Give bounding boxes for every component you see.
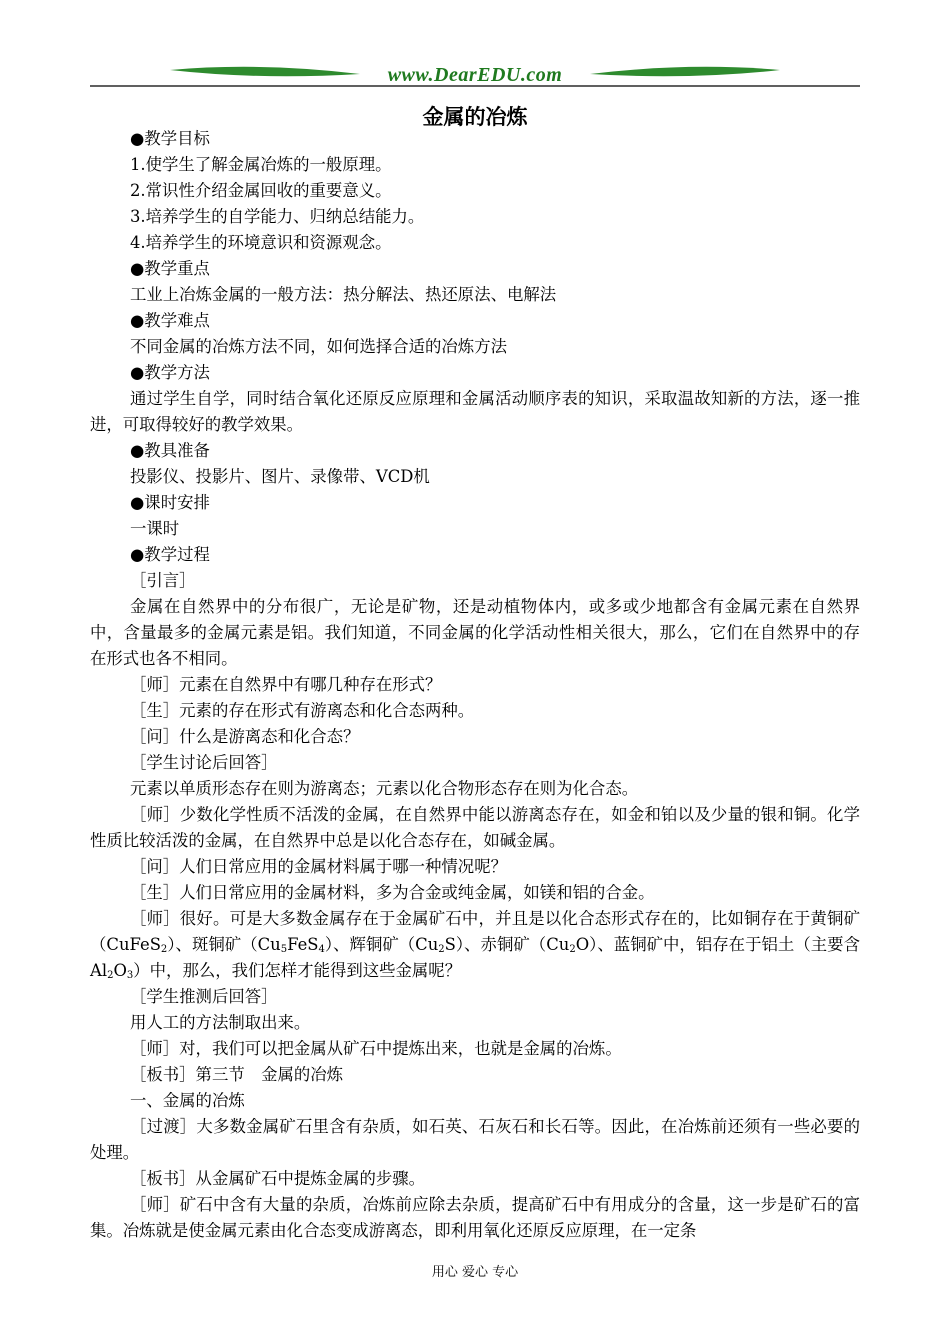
text-run: FeS: [287, 935, 319, 954]
page-title: 金属的冶炼: [422, 105, 528, 129]
section-heading: ●教学过程: [130, 545, 210, 564]
text-run: ［师］很好。可是大多数金属存在于金属矿石中，并且是以化合态形式存在的，比如铜存在于黄铜矿（CuFeS: [90, 909, 860, 954]
text-line: ［板书］第三节 金属的冶炼: [130, 1065, 344, 1084]
subscript: 3: [126, 970, 134, 981]
text-run: O）、蓝铜矿中，铝存在于铝土（主要含Al: [90, 935, 860, 980]
section-heading: ●课时安排: [130, 493, 210, 512]
paragraph: 通过学生自学，同时结合氧化还原反应原理和金属活动顺序表的知识，采取温故知新的方法，逐一推进，可取得较好的教学效果。: [90, 389, 860, 434]
subscript: 4: [318, 944, 325, 955]
page-footer: 用心 爱心 专心: [431, 1265, 519, 1280]
text-line: ［学生讨论后回答］: [130, 753, 278, 772]
site-header-banner: [90, 58, 860, 92]
paragraph-with-formulas: [90, 906, 860, 984]
text-line: ［引言］: [130, 571, 196, 590]
subscript: 2: [107, 970, 114, 981]
text-line: 元素以单质形态存在则为游离态；元素以化合物形态存在则为化合态。: [130, 779, 639, 798]
text-line: ［板书］从金属矿石中提炼金属的步骤。: [130, 1169, 426, 1188]
text-line: ［师］对，我们可以把金属从矿石中提炼出来，也就是金属的冶炼。: [130, 1039, 622, 1058]
text-line: 2.常识性介绍金属回收的重要意义。: [130, 181, 392, 200]
text-line: ［问］什么是游离态和化合态？: [130, 727, 360, 746]
text-line: ［生］人们日常应用的金属材料，多为合金或纯金属，如镁和铝的合金。: [130, 883, 655, 902]
document-body: [90, 126, 860, 1244]
paragraph: ［过渡］大多数金属矿石里含有杂质，如石英、石灰石和长石等。因此，在冶炼前还须有一些必要的处理。: [90, 1117, 860, 1162]
subscript: 2: [160, 944, 168, 955]
section-heading: ●教学目标: [130, 129, 210, 148]
text-run: ）、辉铜矿（Cu: [324, 935, 439, 954]
paragraph: 金属在自然界中的分布很广，无论是矿物，还是动植物体内，或多或少地都含有金属元素在自然界中，含量最多的金属元素是铝。我们知道，不同金属的化学活动性相关很大，那么，它们在自然界中的存在形式也各不相同。: [90, 597, 860, 668]
text-line: 一课时: [130, 519, 180, 538]
paragraph: ［师］矿石中含有大量的杂质，冶炼前应除去杂质，提高矿石中有用成分的含量，这一步是矿石的富集。冶炼就是使金属元素由化合态变成游离态，即利用氧化还原反应原理，在一定条: [90, 1195, 860, 1240]
text-line: 不同金属的冶炼方法不同，如何选择合适的冶炼方法: [130, 337, 507, 356]
paragraph: ［师］少数化学性质不活泼的金属，在自然界中能以游离态存在，如金和铂以及少量的银和铜。化学性质比较活泼的金属，在自然界中总是以化合态存在，如碱金属。: [90, 805, 860, 850]
text-line: 用人工的方法制取出来。: [130, 1013, 311, 1032]
section-heading: ●教学重点: [130, 259, 210, 278]
text-line: ［生］元素的存在形式有游离态和化合态两种。: [130, 701, 475, 720]
text-run: ）中，那么，我们怎样才能得到这些金属呢？: [133, 961, 462, 980]
site-url: www.DearEDU.com: [387, 64, 563, 86]
section-heading: ●教学难点: [130, 311, 210, 330]
text-run: S）、赤铜矿（Cu: [444, 935, 570, 954]
subscript: 5: [280, 944, 288, 955]
section-heading: ●教具准备: [130, 441, 210, 460]
subscript: 2: [569, 944, 576, 955]
text-line: ［问］人们日常应用的金属材料属于哪一种情况呢？: [130, 857, 507, 876]
text-line: ［师］元素在自然界中有哪几种存在形式？: [130, 675, 442, 694]
text-line: 一、金属的冶炼: [130, 1091, 245, 1110]
subscript: 2: [438, 944, 445, 955]
text-line: 投影仪、投影片、图片、录像带、VCD机: [130, 467, 430, 486]
text-line: ［学生推测后回答］: [130, 987, 278, 1006]
text-line: 3.培养学生的自学能力、归纳总结能力。: [130, 207, 425, 226]
text-line: 1.使学生了解金属冶炼的一般原理。: [130, 155, 392, 174]
text-run: ）、斑铜矿（Cu: [167, 935, 281, 954]
text-run: O: [113, 961, 127, 980]
section-heading: ●教学方法: [130, 363, 210, 382]
text-line: 工业上冶炼金属的一般方法：热分解法、热还原法、电解法: [130, 285, 557, 304]
text-line: 4.培养学生的环境意识和资源观念。: [130, 233, 392, 252]
